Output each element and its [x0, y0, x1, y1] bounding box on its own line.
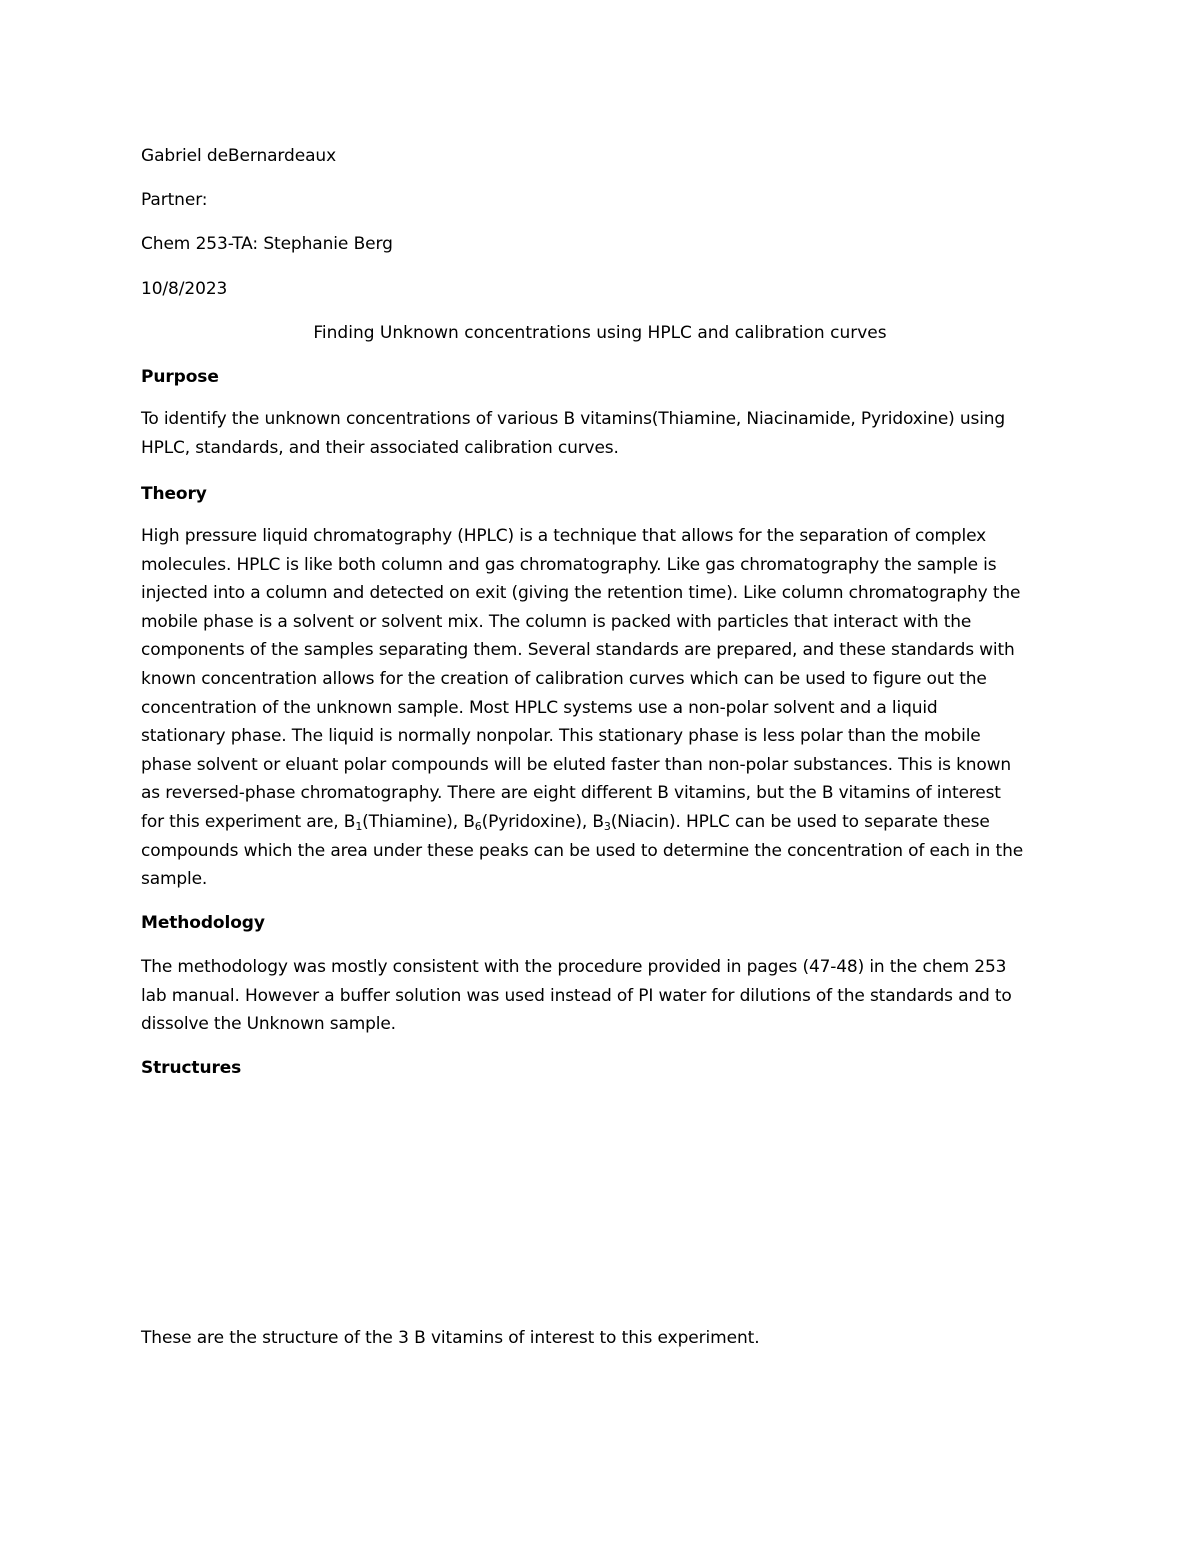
course-line: Chem 253-TA: Stephanie Berg: [141, 234, 393, 254]
theory-line: sample.: [141, 869, 208, 890]
theory-line: components of the samples separating them. Several standards are prepared, and these standards with: [141, 640, 1015, 661]
theory-line: as reversed-phase chromatography. There are eight different B vitamins, but the B vitamins of interest: [141, 783, 1001, 804]
vitamin-subscript-6: 6: [474, 819, 482, 833]
purpose-paragraph: [141, 405, 1071, 462]
vitamin-suffix: (Niacin). HPLC can be used to separate these: [610, 811, 990, 832]
theory-heading: Theory: [141, 484, 207, 504]
theory-line: molecules. HPLC is like both column and gas chromatography. Like gas chromatography the sample is: [141, 554, 997, 575]
document-title: Finding Unknown concentrations using HPLC and calibration curves: [313, 323, 887, 343]
vitamin-name-1: (Thiamine), B: [362, 811, 475, 832]
theory-line: phase solvent or eluant polar compounds will be eluted faster than non-polar substances. This is known: [141, 754, 1012, 775]
structures-heading: Structures: [141, 1058, 242, 1078]
methodology-line: The methodology was mostly consistent with the procedure provided in pages (47-48) in the chem 253: [141, 957, 1007, 977]
theory-line: concentration of the unknown sample. Most HPLC systems use a non-polar solvent and a liquid: [141, 697, 938, 718]
theory-line: mobile phase is a solvent or solvent mix. The column is packed with particles that interact with the: [141, 611, 972, 632]
theory-line: injected into a column and detected on exit (giving the retention time). Like column chromatography the: [141, 583, 1021, 604]
purpose-line: To identify the unknown concentrations of various B vitamins(Thiamine, Niacinamide, Pyridoxine) using: [141, 409, 1006, 429]
vitamin-name-2: (Pyridoxine), B: [481, 811, 604, 832]
methodology-line: dissolve the Unknown sample.: [141, 1014, 396, 1035]
vitamin-subscript-3: 3: [603, 819, 611, 833]
methodology-line: lab manual. However a buffer solution was used instead of PI water for dilutions of the standards and to: [141, 985, 1012, 1006]
purpose-heading: Purpose: [141, 367, 219, 387]
date-line: 10/8/2023: [141, 279, 228, 299]
purpose-line: HPLC, standards, and their associated calibration curves.: [141, 437, 619, 458]
vitamin-prefix: for this experiment are, B: [141, 811, 356, 832]
vitamin-subscript-1: 1: [355, 819, 363, 833]
theory-line: High pressure liquid chromatography (HPLC) is a technique that allows for the separation of complex: [141, 526, 986, 546]
theory-line: compounds which the area under these peaks can be used to determine the concentration of each in the: [141, 840, 1023, 861]
author-name: Gabriel deBernardeaux: [141, 146, 337, 166]
theory-line: stationary phase. The liquid is normally nonpolar. This stationary phase is less polar than the mobile: [141, 726, 981, 747]
theory-vitamin-line: [141, 808, 1071, 837]
theory-line: known concentration allows for the creation of calibration curves which can be used to figure out the: [141, 668, 987, 689]
partner-label: Partner:: [141, 190, 208, 210]
methodology-heading: Methodology: [141, 913, 265, 933]
methodology-paragraph: [141, 953, 1071, 1039]
theory-paragraph: [141, 522, 1071, 894]
structures-caption: These are the structure of the 3 B vitamins of interest to this experiment.: [141, 1328, 760, 1348]
